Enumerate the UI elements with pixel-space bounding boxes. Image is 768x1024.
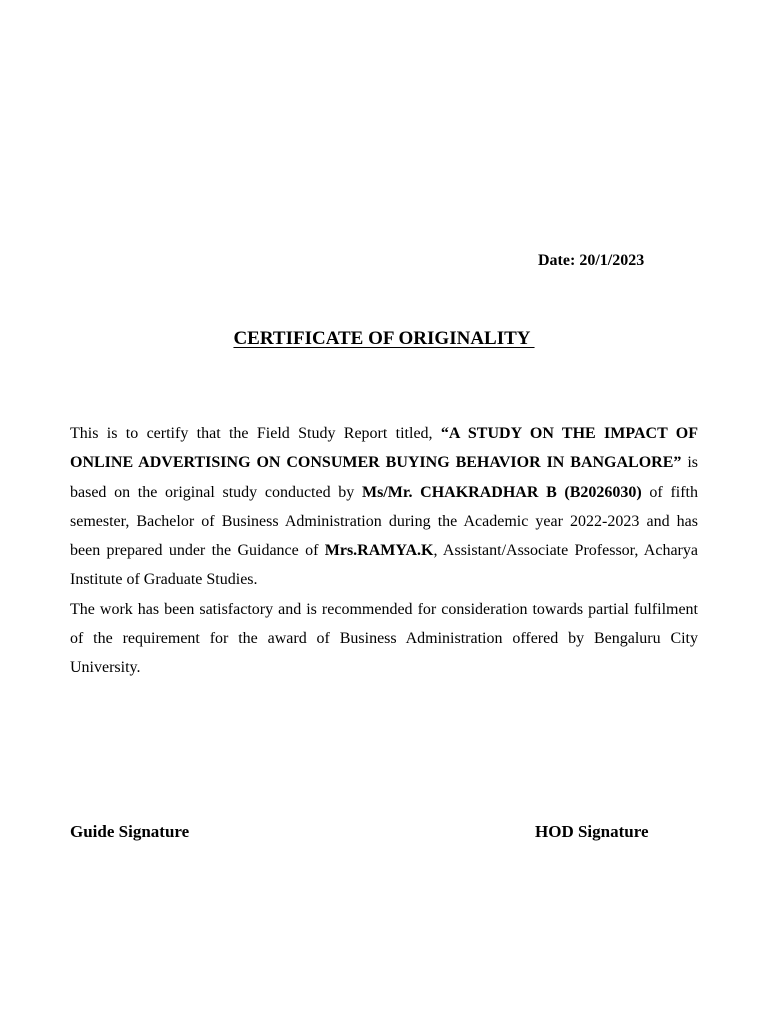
hod-signature-label: HOD Signature [535,822,649,841]
student-name: Ms/Mr. CHAKRADHAR B (B2026030) [361,483,642,501]
recommendation-paragraph: The work has been satisfactory and is recommended for consideration towards partial fulfilment of the requirement for the award of Business Administration offered by Bengaluru City University. [70,600,698,677]
report-title: “A STUDY ON THE IMPACT OF ONLINE ADVERTISING ON CONSUMER BUYING BEHAVIOR IN BANGALORE” [70,425,699,472]
certification-text-1: This is to certify that the Field Study Report titled, [70,425,441,442]
certificate-date: Date: 20/1/2023 [538,252,645,269]
certificate-title-text: CERTIFICATE OF ORIGINALITY [233,328,535,349]
guide-signature-label: Guide Signature [70,822,190,841]
certification-paragraph [70,419,698,595]
certification-text-2: is based on the original study conducted by [70,454,699,501]
certification-text-3: of fifth semester, Bachelor of Business Administration during the Academic year 2022-2023 and has been prepared under the Guidance of [70,483,698,560]
certificate-title [0,328,768,350]
certification-text-4: , Assistant/Associate Professor, Acharya Institute of Graduate Studies. [70,542,698,589]
guide-name: Mrs.RAMYA.K [324,542,434,560]
certificate-body [70,419,698,683]
